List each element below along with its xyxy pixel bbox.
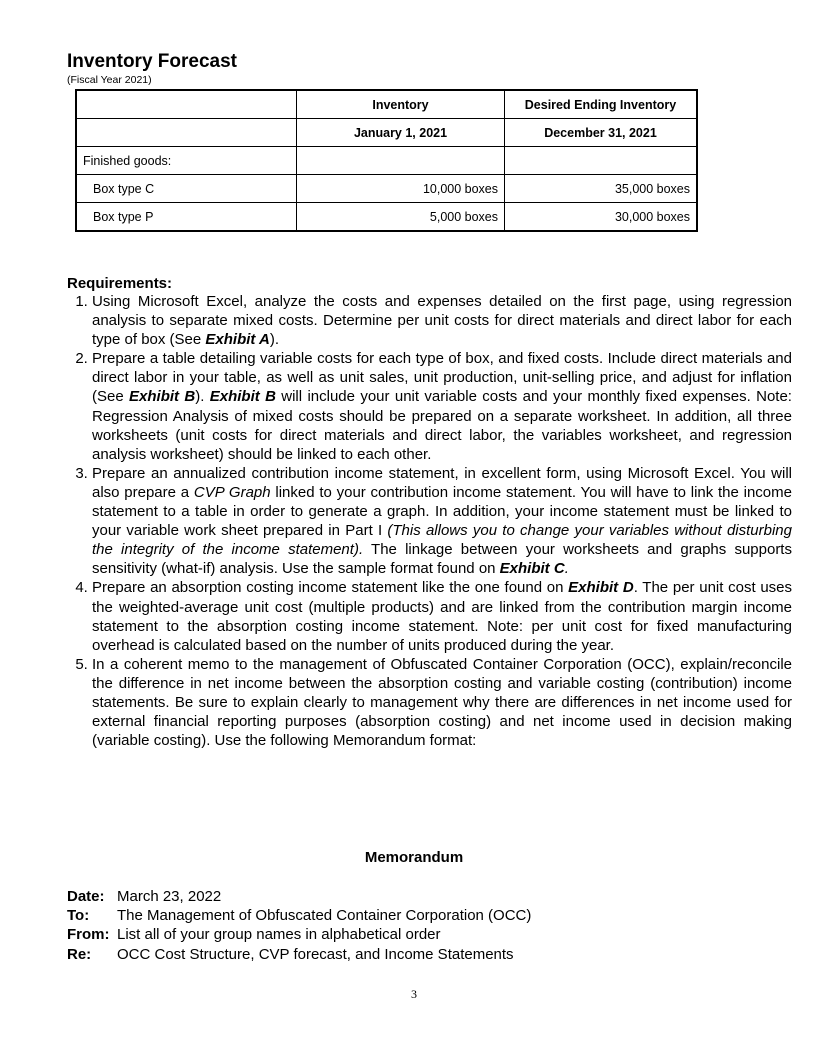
- exhibit-ref: Exhibit B: [209, 388, 276, 406]
- exhibit-ref: Exhibit A: [205, 331, 270, 349]
- list-item: [92, 578, 792, 654]
- req-text: Prepare an annualized contribution income statement, in excellent form, using Microsoft Excel. You will also prepare a: [92, 464, 792, 501]
- memo-value: March 23, 2022: [117, 888, 222, 905]
- req-italic-note: (This allows you to change your variables without disturbing the integrity of the income statement).: [92, 522, 792, 559]
- req-text: linked to your contribution income statement. You will have to link the income statement to a table in order to generate a graph. In addition, your income statement must be linked to your variable work sheet prepared in Part I: [92, 483, 792, 540]
- row-label: Box type P: [76, 203, 297, 232]
- req-text: will include your unit variable costs and your monthly fixed expenses. Note: Regression Analysis of mixed costs should be prepared on a separate worksheet. In addition, all three worksheets (unit costs for direct materials and direct labor, the variables worksheet, and regression analysis worksheet) should be linked to each other.: [92, 388, 792, 463]
- req-text: ).: [195, 388, 210, 406]
- requirements-heading: Requirements:: [67, 275, 173, 292]
- requirements-list: [67, 292, 792, 750]
- memo-label: Date:: [67, 888, 105, 905]
- fiscal-year-subtitle: (Fiscal Year 2021): [67, 74, 152, 86]
- row-label: Box type C: [76, 175, 297, 203]
- header-cell: [76, 90, 297, 119]
- memo-row: [67, 906, 531, 925]
- table-row: [76, 175, 697, 203]
- table-header-row: [76, 119, 697, 147]
- header-cell: December 31, 2021: [505, 119, 698, 147]
- table-cell: 5,000 boxes: [297, 203, 505, 232]
- memo-label: To:: [67, 907, 90, 925]
- req-text: In a coherent memo to the management of Obfuscated Container Corporation (OCC), explain/reconcile the difference in net income between the absorption costing and variable costing (contribution) income statements. Be sure to explain clearly to management why there are differences in net income used for external financial reporting purposes (absorption costing) and net income used in decision making (variable costing). Use the following Memorandum format:: [92, 655, 792, 750]
- memo-row: [67, 925, 531, 944]
- memo-block: [67, 887, 531, 964]
- table-header-row: [76, 90, 697, 119]
- table-row: [76, 203, 697, 232]
- header-cell: January 1, 2021: [297, 119, 505, 147]
- table-row: [76, 147, 697, 175]
- memo-value: List all of your group names in alphabetical order: [117, 926, 441, 944]
- header-cell: Desired Ending Inventory: [505, 90, 698, 119]
- table-cell: 35,000 boxes: [505, 175, 698, 203]
- table-cell: 10,000 boxes: [297, 175, 505, 203]
- req-text: ).: [269, 331, 280, 349]
- exhibit-ref: Exhibit B: [129, 388, 196, 406]
- req-text: Prepare a table detailing variable costs for each type of box, and fixed costs. Include direct materials and direct labor in your table, as well as unit sales, unit production, unit-selling price, and adjust for inflation (See: [92, 350, 792, 406]
- req-text: The linkage between your worksheets and graphs supports sensitivity (what-if) analysis. Use the sample format found on: [92, 541, 792, 578]
- cvp-graph-ref: CVP Graph: [193, 483, 271, 501]
- list-item: [92, 292, 792, 349]
- memo-row: [67, 945, 531, 964]
- memo-value: The Management of Obfuscated Container Corporation (OCC): [117, 907, 532, 925]
- exhibit-ref: Exhibit C: [499, 560, 565, 578]
- memo-label: From:: [67, 926, 110, 944]
- list-item: [92, 655, 792, 750]
- list-item: [92, 349, 792, 464]
- memo-label: Re:: [67, 945, 92, 963]
- exhibit-ref: Exhibit D: [568, 579, 634, 597]
- inventory-table: [75, 89, 698, 232]
- memo-title: Memorandum: [364, 849, 464, 866]
- section-label: Finished goods:: [76, 147, 297, 175]
- table-cell: 30,000 boxes: [505, 203, 698, 232]
- page-title: Inventory Forecast: [67, 51, 237, 72]
- memo-value: OCC Cost Structure, CVP forecast, and Income Statements: [117, 945, 514, 963]
- memo-row: [67, 887, 531, 906]
- table-cell: [297, 147, 505, 175]
- req-text: Prepare an absorption costing income statement like the one found on: [92, 579, 569, 597]
- table-cell: [505, 147, 698, 175]
- page-number: 3: [411, 987, 417, 1001]
- header-cell: [76, 119, 297, 147]
- header-cell: Inventory: [297, 90, 505, 119]
- req-text: Using Microsoft Excel, analyze the costs and expenses detailed on the first page, using regression analysis to separate mixed costs. Determine per unit costs for direct materials and direct labor for each type of box (See: [92, 293, 792, 349]
- list-item: [92, 464, 792, 579]
- req-text: .: [564, 560, 569, 578]
- req-text: . The per unit cost uses the weighted-average unit cost (multiple products) and are linked from the contribution margin income statement to the absorption costing income statement. Note: per unit cost for fixed manufacturing overhead is calculated based on the number of units produced during the year.: [92, 579, 793, 654]
